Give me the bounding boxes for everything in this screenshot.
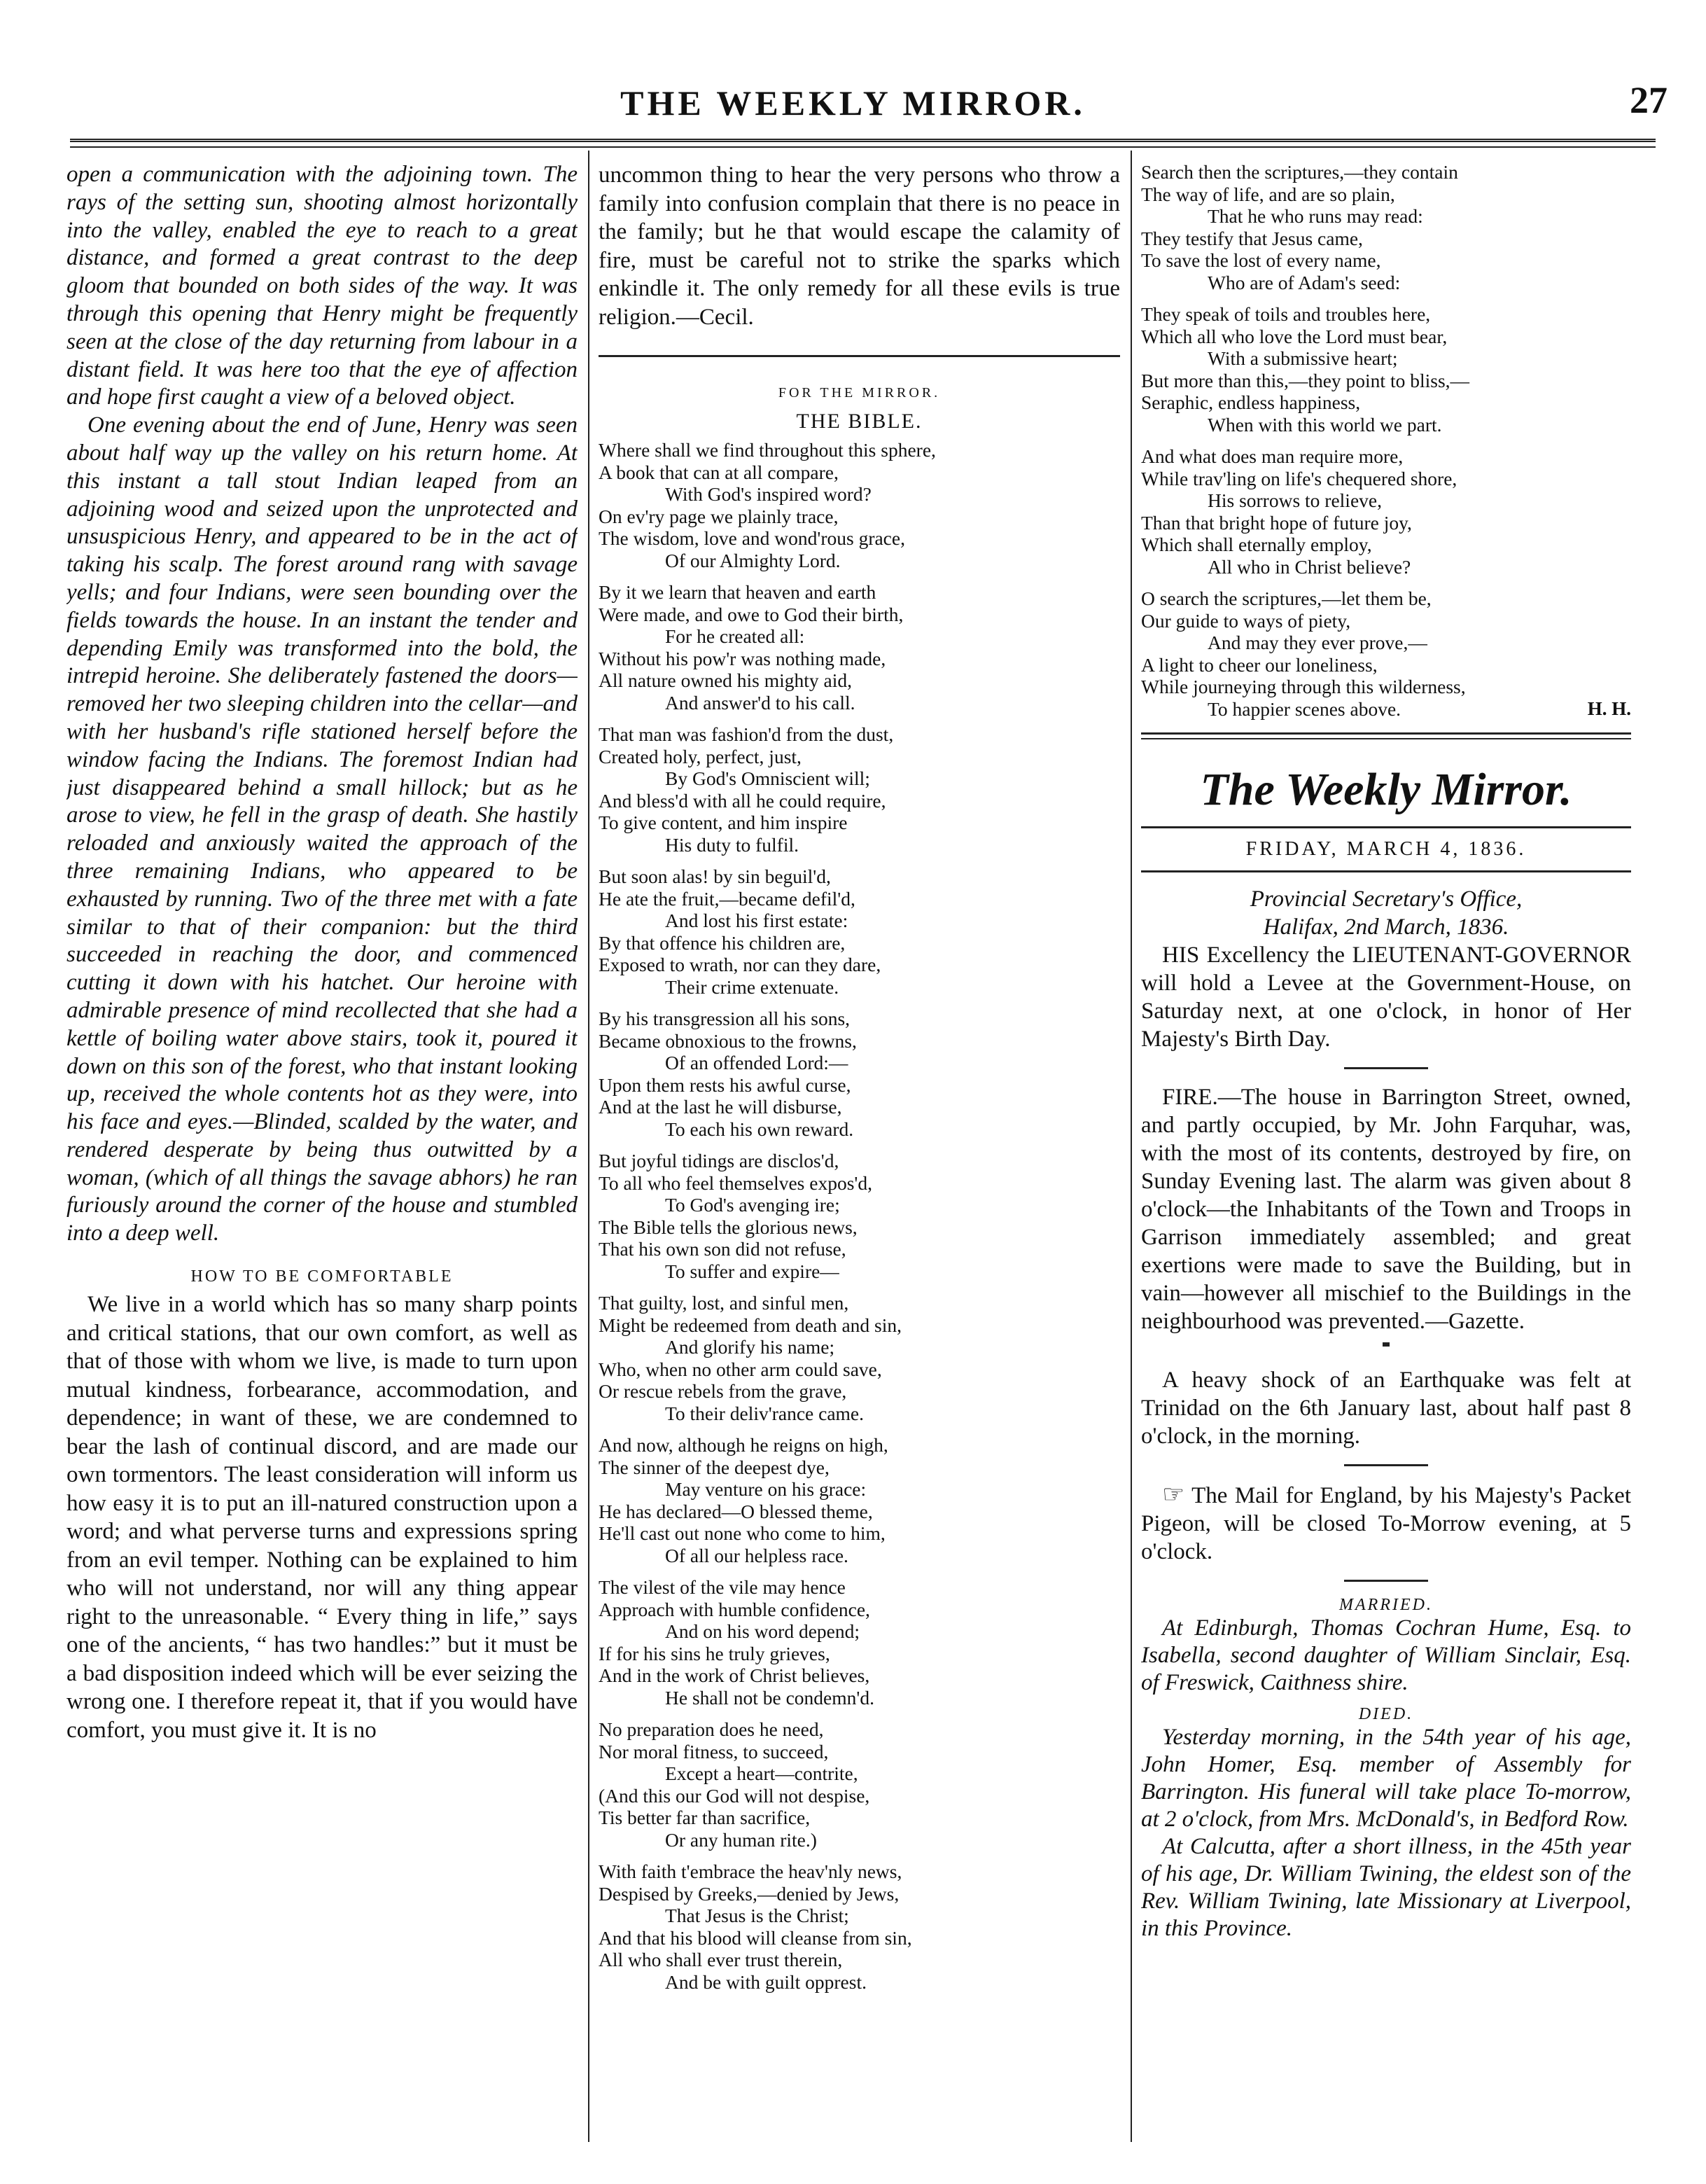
poem-line: He ate the fruit,—became defil'd,	[599, 887, 855, 910]
poem-line: All who in Christ believe?	[1208, 555, 1411, 578]
poem-line: While trav'ling on life's chequered shore,	[1141, 467, 1457, 489]
poem-line: The sinner of the deepest dye,	[599, 1456, 830, 1478]
running-head: THE WEEKLY MIRROR.	[620, 83, 1086, 123]
poem-kicker: FOR THE MIRROR.	[778, 385, 941, 401]
article-continuation: uncommon thing to hear the very persons who throw a family into confusion complain that there is no peace in the family; but he that would escape the calamity of fire, must be careful not to strike the sparks which enkindle it. The only remedy for all these evils is true religion.—Cecil.	[599, 162, 1120, 330]
death-notice: Yesterday morning, in the 54th year of his age, John Homer, Esq. member of Assembly for Barrington. His funeral will take place To-morrow, at 2 o'clock, from Mrs. McDonald's, in Bedford Row.	[1141, 1725, 1631, 1832]
poem-line: Who are of Adam's seed:	[1208, 271, 1401, 293]
poem-line: O search the scriptures,—let them be,	[1141, 587, 1432, 609]
poem-line: With a submissive heart;	[1208, 347, 1398, 369]
poem-line: Seraphic, endless happiness,	[1141, 391, 1361, 413]
married-notice: At Edinburgh, Thomas Cochran Hume, Esq. to Isabella, second daughter of William Sinclair, Esq. of Freswick, Caithness shire.	[1141, 1615, 1631, 1695]
poem-stanza	[599, 581, 1120, 714]
poem-line: He has declared—O blessed theme,	[599, 1500, 873, 1522]
poem-stanza	[599, 1860, 1120, 1993]
poem-body-continued	[1141, 161, 1631, 720]
poem-line: The wisdom, love and wond'rous grace,	[599, 527, 905, 549]
poem-line: Nor moral fitness, to succeed,	[599, 1740, 829, 1762]
poem-line: Of an offended Lord:—	[665, 1052, 848, 1073]
poem-line: To their deliv'rance came.	[665, 1402, 864, 1424]
poem-line: By that offence his children are,	[599, 931, 846, 954]
poem-line: That he who runs may read:	[1208, 205, 1423, 227]
poem-line: And at the last he will disburse,	[599, 1096, 842, 1118]
fire-notice: FIRE.—The house in Barrington Street, owned, and partly occupied, by Mr. John Farquhar, was, with the most of its contents, destroyed by fire, on Sunday Evening last. The alarm was given about 8 o'clock—the Inhabitants of the Town and Troops in Garrison immediately assembled; and great exertions were made to save the Building, but in vain—however all mischief to the Buildings in the neighbourhood was prevented.—Gazette.	[1141, 1085, 1631, 1334]
poem-line: And answer'd to his call.	[665, 691, 855, 714]
poem-line: No preparation does he need,	[599, 1718, 824, 1740]
poem-line: All who shall ever trust therein,	[599, 1949, 843, 1970]
poem-stanza	[1141, 445, 1631, 578]
poem-line: He shall not be condemn'd.	[665, 1686, 874, 1709]
poem-line: By his transgression all his sons,	[599, 1008, 851, 1029]
poem-line: Except a heart—contrite,	[665, 1762, 858, 1784]
poem-line: And glorify his name;	[665, 1336, 835, 1358]
poem-line: And that his blood will cleanse from sin,	[599, 1926, 912, 1949]
levee-notice: HIS Excellency the LIEUTENANT-GOVERNOR will hold a Levee at the Government-House, on Saturday next, at one o'clock, in honor of Her Majesty's Birth Day.	[1141, 943, 1631, 1052]
poem-line: But soon alas! by sin beguil'd,	[599, 865, 831, 887]
poem-line: His duty to fulfil.	[665, 833, 799, 856]
poem-line: On ev'ry page we plainly trace,	[599, 505, 839, 527]
poem-line: For he created all:	[665, 625, 805, 647]
poem-signature: H. H.	[1587, 697, 1631, 719]
poem-line: Created holy, perfect, just,	[599, 745, 802, 767]
poem-line: Or rescue rebels from the grave,	[599, 1380, 847, 1402]
notice-rule	[1344, 1580, 1428, 1582]
poem-line: The way of life, and are so plain,	[1141, 183, 1395, 205]
poem-stanza	[599, 865, 1120, 998]
dateline: FRIDAY, MARCH 4, 1836.	[1141, 826, 1631, 872]
poem-line: Despised by Greeks,—denied by Jews,	[599, 1882, 900, 1905]
poem-line: But more than this,—they point to bliss,—	[1141, 369, 1470, 391]
poem-line: To God's avenging ire;	[665, 1194, 840, 1216]
poem-line: Who, when no other arm could save,	[599, 1358, 882, 1380]
poem-line: With God's inspired word?	[665, 483, 872, 505]
poem-line: The vilest of the vile may hence	[599, 1576, 846, 1598]
poem-line: Without his pow'r was nothing made,	[599, 647, 886, 669]
poem-line: With faith t'embrace the heav'nly news,	[599, 1860, 902, 1882]
married-heading: MARRIED.	[1339, 1596, 1433, 1614]
poem-line: And on his word depend;	[665, 1620, 860, 1642]
poem-title: THE BIBLE.	[796, 410, 923, 433]
poem-line: While journeying through this wilderness,	[1141, 676, 1466, 697]
poem-line: He'll cast out none who come to him,	[599, 1522, 886, 1544]
column-right	[1141, 161, 1631, 2156]
poem-line: (And this our God will not despise,	[599, 1784, 870, 1807]
poem-line: That man was fashion'd from the dust,	[599, 723, 894, 745]
poem-line: A light to cheer our loneliness,	[1141, 653, 1378, 676]
poem-stanza	[1141, 303, 1631, 436]
poem-stanza	[599, 1008, 1120, 1140]
poem-line: Became obnoxious to the frowns,	[599, 1029, 857, 1052]
poem-line: The Bible tells the glorious news,	[599, 1216, 858, 1238]
poem-line: To all who feel themselves expos'd,	[599, 1171, 872, 1194]
poem-line: That guilty, lost, and sinful men,	[599, 1292, 849, 1314]
poem-line: By it we learn that heaven and earth	[599, 581, 876, 603]
section-rule	[1141, 732, 1631, 739]
notice-rule	[1344, 1464, 1428, 1466]
notice-rule	[1344, 1067, 1428, 1069]
header-rule	[70, 139, 1656, 148]
poem-line: To save the lost of every name,	[1141, 249, 1381, 271]
column-divider	[588, 151, 589, 2142]
poem-line: To each his own reward.	[665, 1118, 854, 1140]
poem-stanza	[599, 1292, 1120, 1424]
poem-line: A book that can at all compare,	[599, 461, 839, 483]
poem-line: Where shall we find throughout this sphere,	[599, 439, 936, 461]
poem-line: They testify that Jesus came,	[1141, 227, 1363, 249]
poem-line: To give content, and him inspire	[599, 812, 848, 833]
poem-line: And now, although he reigns on high,	[599, 1434, 888, 1456]
poem-line: And may they ever prove,—	[1208, 632, 1427, 653]
masthead: The Weekly Mirror.	[1200, 764, 1572, 815]
poem-line: Which all who love the Lord must bear,	[1141, 325, 1448, 347]
poem-line: Our guide to ways of piety,	[1141, 609, 1351, 632]
section-rule	[599, 355, 1120, 357]
column-left	[67, 161, 578, 2156]
poem-line: When with this world we part.	[1208, 413, 1442, 436]
poem-line: But joyful tidings are disclos'd,	[599, 1150, 839, 1171]
poem-line: If for his sins he truly grieves,	[599, 1642, 830, 1664]
poem-line: Were made, and owe to God their birth,	[599, 603, 904, 625]
poem-line: And in the work of Christ believes,	[599, 1664, 870, 1686]
poem-stanza	[599, 1434, 1120, 1566]
poem-stanza	[599, 1576, 1120, 1709]
poem-stanza	[599, 439, 1120, 571]
notice-rule	[1383, 1342, 1390, 1347]
column-middle	[599, 161, 1120, 2156]
office-date: Halifax, 2nd March, 1836.	[1263, 914, 1509, 940]
poem-line: That Jesus is the Christ;	[665, 1905, 849, 1926]
poem-line: His sorrows to relieve,	[1208, 489, 1382, 511]
office-heading: Provincial Secretary's Office,	[1250, 886, 1523, 912]
poem-line: Of our Almighty Lord.	[665, 549, 841, 571]
died-heading: DIED.	[1358, 1705, 1414, 1723]
poem-line: All nature owned his mighty aid,	[599, 669, 853, 691]
poem-line: Their crime extenuate.	[665, 975, 839, 998]
poem-line: Or any human rite.)	[665, 1828, 817, 1851]
page-number: 27	[1630, 79, 1667, 121]
poem-stanza	[599, 1718, 1120, 1851]
article-text: We live in a world which has so many sharp points and critical stations, that our own comfort, as well as that of those with whom we live, is made to turn upon mutual kindness, forbearance, accommodation, and dependence; in want of these, we are condemned to bear the lash of continual discord, and are made our own tormentors. The least consideration will inform us how easy it is to put an ill-natured construction upon a word; and what perverse turns and expressions spring from an evil temper. Nothing can be explained to him who will not understand, nor will any thing appear right to the unreasonable. “ Every thing in life,” says one of the ancients, “ has two handles:” but it must be a bad disposition indeed which will be ever seizing the wrong one. I therefore repeat it, that if you would have comfort, you must give it. It is no	[67, 1292, 578, 1743]
mail-notice-text: The Mail for England, by his Majesty's Packet Pigeon, will be closed To-Morrow evening, at 5 o'clock.	[1141, 1483, 1631, 1564]
poem-stanza	[599, 723, 1120, 856]
earthquake-notice: A heavy shock of an Earthquake was felt at Trinidad on the 6th January last, about half past 8 o'clock, in the morning.	[1141, 1368, 1631, 1449]
column-divider	[1131, 151, 1132, 2142]
poem-line: And what does man require more,	[1141, 445, 1404, 467]
poem-line: Of all our helpless race.	[665, 1544, 848, 1566]
poem-line: And bless'd with all he could require,	[599, 789, 886, 812]
poem-stanza	[599, 1150, 1120, 1282]
poem-line: Which shall eternally employ,	[1141, 534, 1372, 555]
story-paragraph: open a communication with the adjoining town. The rays of the setting sun, shooting almost horizontally into the valley, enabled the eye to reach to a great distance, and formed a great contrast to the deep gloom that bounded on both sides of the way. It was through this opening that Henry might be frequently seen at the close of the day returning from labour in a distant field. It was here too that the eye of affection and hope first caught a view of a beloved object.	[67, 162, 578, 410]
poem-line: Approach with humble confidence,	[599, 1598, 870, 1620]
poem-line: May venture on his grace:	[665, 1478, 867, 1500]
article-title: HOW TO BE COMFORTABLE	[190, 1267, 454, 1286]
poem-line: Tis better far than sacrifice,	[599, 1807, 811, 1828]
death-notice: At Calcutta, after a short illness, in the 45th year of his age, Dr. William Twining, the eldest son of the Rev. William Twining, late Missionary at Liverpool, in this Province.	[1141, 1834, 1631, 1941]
poem-stanza	[1141, 587, 1631, 720]
poem-line: Might be redeemed from death and sin,	[599, 1314, 902, 1336]
poem-line: And lost his first estate:	[665, 910, 848, 931]
story-paragraph: One evening about the end of June, Henry was seen about half way up the valley on his return home. At this instant a tall stout Indian leaped from an adjoining wood and seized upon the unprotected and unsuspicious Henry, and appeared to be in the act of taking his scalp. The forest around rang with savage yells; and four Indians, were seen bounding over the fields towards the house. In an instant the tender and depending Emily was transformed into the bold, the intrepid heroine. She deliberately fastened the doors—removed her two sleeping children into the cellar—and with her husband's rifle stationed herself before the window facing the Indians. The foremost Indian had just disappeared behind a small hillock; but as he arose to view, he fell in the grasp of death. She hastily reloaded and anxiously waited the approach of the three remaining Indians, who appeared to be exhausted by running. Two of the three met with a fate similar to that of their companion: but the third succeeded in reaching the door, and commenced cutting it down with his hatchet. Our heroine with admirable presence of mind recollected that she had a kettle of boiling water above stairs, took it, poured it down on this son of the forest, who that instant looking up, received the whole contents hot as they were, into his face and eyes.—Blinded, scalded by the water, and rendered desperate by being thus outwitted by a woman, (which of all things the savage abhors) he ran furiously around the corner of the house and stumbled into a deep well.	[67, 412, 578, 1246]
pointing-hand-icon: ☞	[1162, 1480, 1185, 1508]
poem-line: To happier scenes above. H. H.	[1208, 697, 1631, 720]
mail-notice	[1141, 1480, 1631, 1566]
poem-line: By God's Omniscient will;	[665, 767, 870, 789]
poem-line: They speak of toils and troubles here,	[1141, 303, 1431, 325]
poem-body	[599, 439, 1120, 1993]
poem-line: Exposed to wrath, nor can they dare,	[599, 954, 881, 975]
poem-line: Search then the scriptures,—they contain	[1141, 161, 1458, 183]
poem-line: And be with guilt opprest.	[665, 1970, 867, 1993]
poem-line: Upon them rests his awful curse,	[599, 1073, 851, 1096]
poem-line: To suffer and expire—	[665, 1260, 839, 1282]
poem-stanza	[1141, 161, 1631, 293]
poem-line: Than that bright hope of future joy,	[1141, 511, 1412, 534]
poem-line: That his own son did not refuse,	[599, 1238, 846, 1260]
